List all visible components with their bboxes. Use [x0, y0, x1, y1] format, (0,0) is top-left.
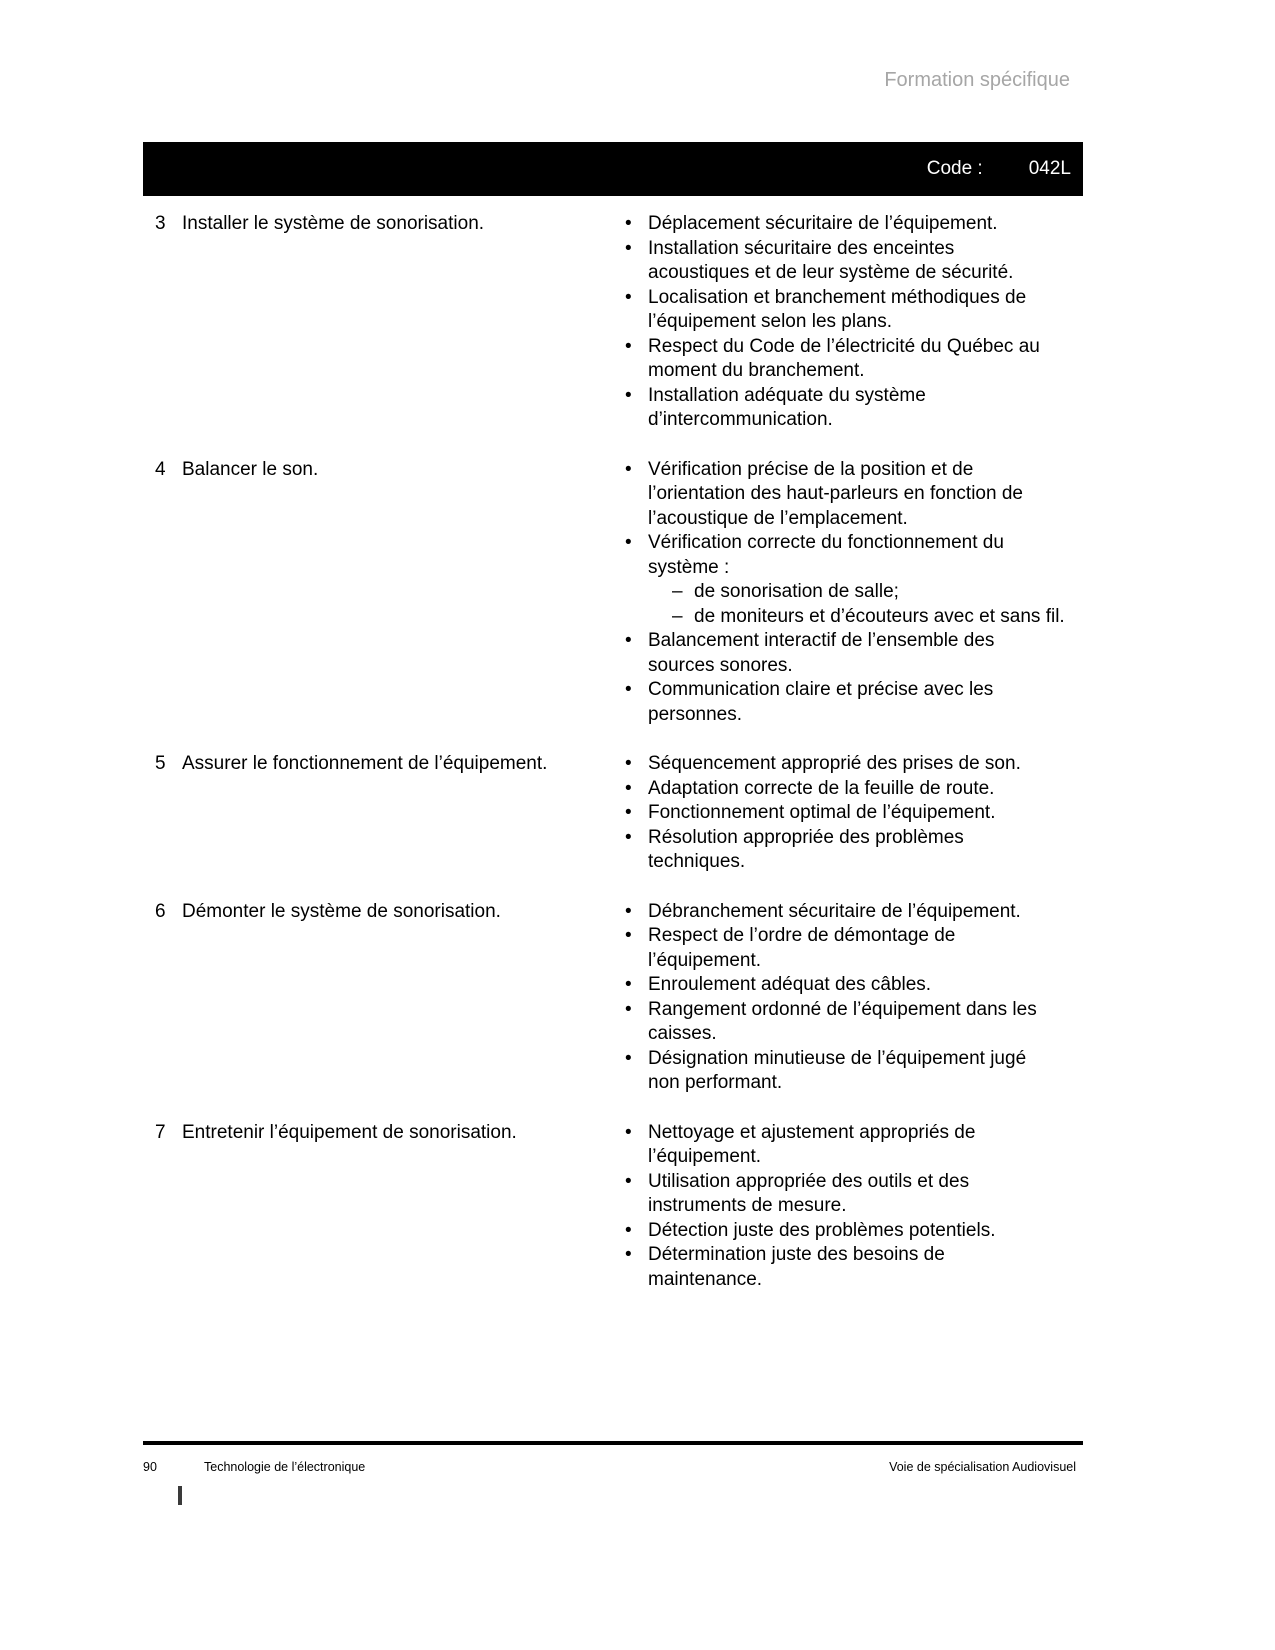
criterion-content	[648, 384, 1054, 433]
code-label: Code :	[926, 157, 983, 179]
criterion-text: Résolution appropriée des problèmes techniques.	[648, 826, 964, 872]
competency-row	[155, 458, 1065, 728]
bullet-icon: •	[625, 1170, 632, 1192]
competency-row	[155, 900, 1054, 1096]
criterion-item	[625, 998, 1054, 1047]
bullet-icon: •	[625, 286, 632, 308]
criterion-subitems	[648, 580, 1065, 629]
bullet-icon: •	[625, 974, 632, 995]
criterion-content	[648, 752, 1054, 777]
criterion-item	[625, 629, 1054, 678]
criterion-text: Vérification correcte du fonctionnement du système :	[648, 532, 1004, 578]
criterion-text: Installation sécuritaire des enceintes acoustiques et de leur système de sécurité.	[648, 237, 1014, 283]
bullet-icon: •	[625, 1219, 632, 1241]
criteria-list	[625, 458, 1065, 728]
criterion-text: Détermination juste des besoins de maintenance.	[648, 1244, 945, 1290]
criterion-item	[625, 900, 1054, 925]
criterion-content	[648, 237, 1054, 286]
criterion-content	[648, 531, 1065, 629]
criterion-content	[648, 924, 1054, 973]
bullet-icon: •	[625, 925, 632, 946]
criterion-text: Communication claire et précise avec les personnes.	[648, 679, 994, 725]
bullet-icon: •	[625, 237, 632, 259]
criterion-item	[625, 384, 1054, 433]
criteria-list	[625, 212, 1054, 433]
criterion-subitem	[648, 605, 1065, 630]
page-number: 90	[143, 1460, 157, 1474]
criterion-text: Adaptation correcte de la feuille de route.	[648, 777, 995, 799]
code-bar	[143, 142, 1083, 196]
competency-table	[155, 212, 1065, 1317]
criterion-content	[648, 801, 1054, 826]
criterion-content	[648, 286, 1054, 335]
criterion-item	[625, 286, 1054, 335]
criterion-text: Enroulement adéquat des câbles.	[648, 974, 932, 995]
row-number: 3	[155, 213, 166, 234]
bullet-icon: •	[625, 802, 632, 823]
row-number: 6	[155, 900, 166, 922]
footer-rule	[143, 1441, 1083, 1445]
criterion-subtext: de moniteurs et d’écouteurs avec et sans fil.	[694, 605, 1065, 627]
criterion-item	[625, 1219, 1054, 1244]
competency-row	[155, 1121, 1054, 1293]
criterion-content	[648, 1219, 1054, 1244]
criterion-subitem	[648, 580, 1054, 605]
criterion-item	[625, 777, 1054, 802]
criterion-item	[625, 973, 1054, 998]
criterion-item	[625, 335, 1054, 384]
bullet-icon: •	[625, 213, 632, 234]
task-cell	[155, 752, 625, 777]
task-text: Assurer le fonctionnement de l’équipement.	[182, 753, 548, 774]
criterion-item	[625, 826, 1054, 875]
criterion-content	[648, 678, 1054, 727]
bullet-icon: •	[625, 384, 632, 406]
criterion-text: Localisation et branchement méthodiques de l’équipement selon les plans.	[648, 286, 1027, 332]
row-number: 4	[155, 458, 166, 480]
bullet-icon: •	[625, 679, 632, 700]
task-text: Démonter le système de sonorisation.	[182, 900, 501, 922]
criterion-item	[625, 1121, 1054, 1170]
bullet-icon: •	[625, 998, 632, 1020]
dash-icon: –	[672, 605, 683, 627]
criterion-item	[625, 678, 1054, 727]
criterion-text: Vérification précise de la position et de l’orientation des haut-parleurs en fonction de l’acoustique de l’emplacement.	[648, 458, 1023, 529]
criterion-content	[648, 1121, 1054, 1170]
footer-left-text: Technologie de l’électronique	[204, 1460, 366, 1474]
criteria-list	[625, 900, 1054, 1096]
criterion-content	[648, 777, 1054, 802]
bullet-icon: •	[625, 630, 632, 651]
task-text: Balancer le son.	[182, 458, 319, 480]
page-footer	[143, 1459, 1076, 1475]
criterion-text: Fonctionnement optimal de l’équipement.	[648, 802, 996, 823]
criterion-text: Nettoyage et ajustement appropriés de l’équipement.	[648, 1121, 976, 1167]
criterion-content	[648, 1243, 1054, 1292]
task-cell	[155, 1121, 625, 1146]
criterion-content	[648, 998, 1054, 1047]
criterion-content	[648, 1170, 1054, 1219]
criterion-text: Déplacement sécuritaire de l’équipement.	[648, 213, 998, 234]
competency-row	[155, 212, 1054, 433]
criterion-text: Désignation minutieuse de l’équipement jugé non performant.	[648, 1047, 1027, 1093]
criterion-text: Débranchement sécuritaire de l’équipement.	[648, 900, 1021, 922]
criterion-item	[625, 801, 1054, 826]
competency-row	[155, 752, 1054, 875]
criterion-item	[625, 924, 1054, 973]
section-header-label: Formation spécifique	[884, 69, 1070, 91]
criterion-item	[625, 212, 1054, 237]
bullet-icon: •	[625, 1121, 632, 1143]
criterion-text: Rangement ordonné de l’équipement dans les caisses.	[648, 998, 1037, 1044]
criterion-content	[648, 900, 1054, 925]
criterion-content	[648, 458, 1054, 532]
criteria-list	[625, 752, 1054, 875]
row-number: 7	[155, 1121, 166, 1143]
bullet-icon: •	[625, 1047, 632, 1069]
criterion-content	[648, 973, 1054, 998]
bullet-icon: •	[625, 335, 632, 357]
task-cell	[155, 458, 625, 483]
criterion-item	[625, 1170, 1054, 1219]
criterion-text: Installation adéquate du système d’intercommunication.	[648, 384, 926, 430]
criterion-item	[625, 752, 1054, 777]
criterion-content	[648, 212, 1054, 237]
bullet-icon: •	[625, 1244, 632, 1265]
bullet-icon: •	[625, 826, 632, 848]
task-cell	[155, 212, 625, 237]
criterion-text: Respect de l’ordre de démontage de l’équipement.	[648, 925, 956, 971]
bullet-icon: •	[625, 777, 632, 799]
bullet-icon: •	[625, 753, 632, 774]
criterion-content	[648, 826, 1054, 875]
criterion-item	[625, 458, 1054, 532]
criterion-item	[625, 1243, 1054, 1292]
task-text: Entretenir l’équipement de sonorisation.	[182, 1121, 517, 1143]
criterion-text: Utilisation appropriée des outils et des instruments de mesure.	[648, 1170, 970, 1216]
criterion-text: Séquencement approprié des prises de son.	[648, 753, 1021, 774]
criteria-list	[625, 1121, 1054, 1293]
bullet-icon: •	[625, 900, 632, 922]
dash-icon: –	[672, 581, 683, 602]
task-cell	[155, 900, 625, 925]
criterion-text: Respect du Code de l’électricité du Québec au moment du branchement.	[648, 335, 1040, 381]
criterion-text: Détection juste des problèmes potentiels.	[648, 1219, 996, 1241]
code-value: 042L	[1028, 157, 1071, 179]
criterion-text: Balancement interactif de l’ensemble des sources sonores.	[648, 630, 995, 676]
footer-right-text: Voie de spécialisation Audiovisuel	[889, 1460, 1076, 1474]
criterion-content	[648, 335, 1054, 384]
row-number: 5	[155, 753, 166, 774]
criterion-content	[648, 629, 1054, 678]
criterion-item	[625, 1047, 1054, 1096]
task-text: Installer le système de sonorisation.	[182, 213, 485, 234]
criterion-item	[625, 237, 1054, 286]
criterion-subtext: de sonorisation de salle;	[694, 581, 899, 602]
criterion-item	[625, 531, 1065, 629]
cursor-artifact	[178, 1486, 182, 1505]
bullet-icon: •	[625, 458, 632, 480]
bullet-icon: •	[625, 532, 632, 553]
criterion-content	[648, 1047, 1054, 1096]
